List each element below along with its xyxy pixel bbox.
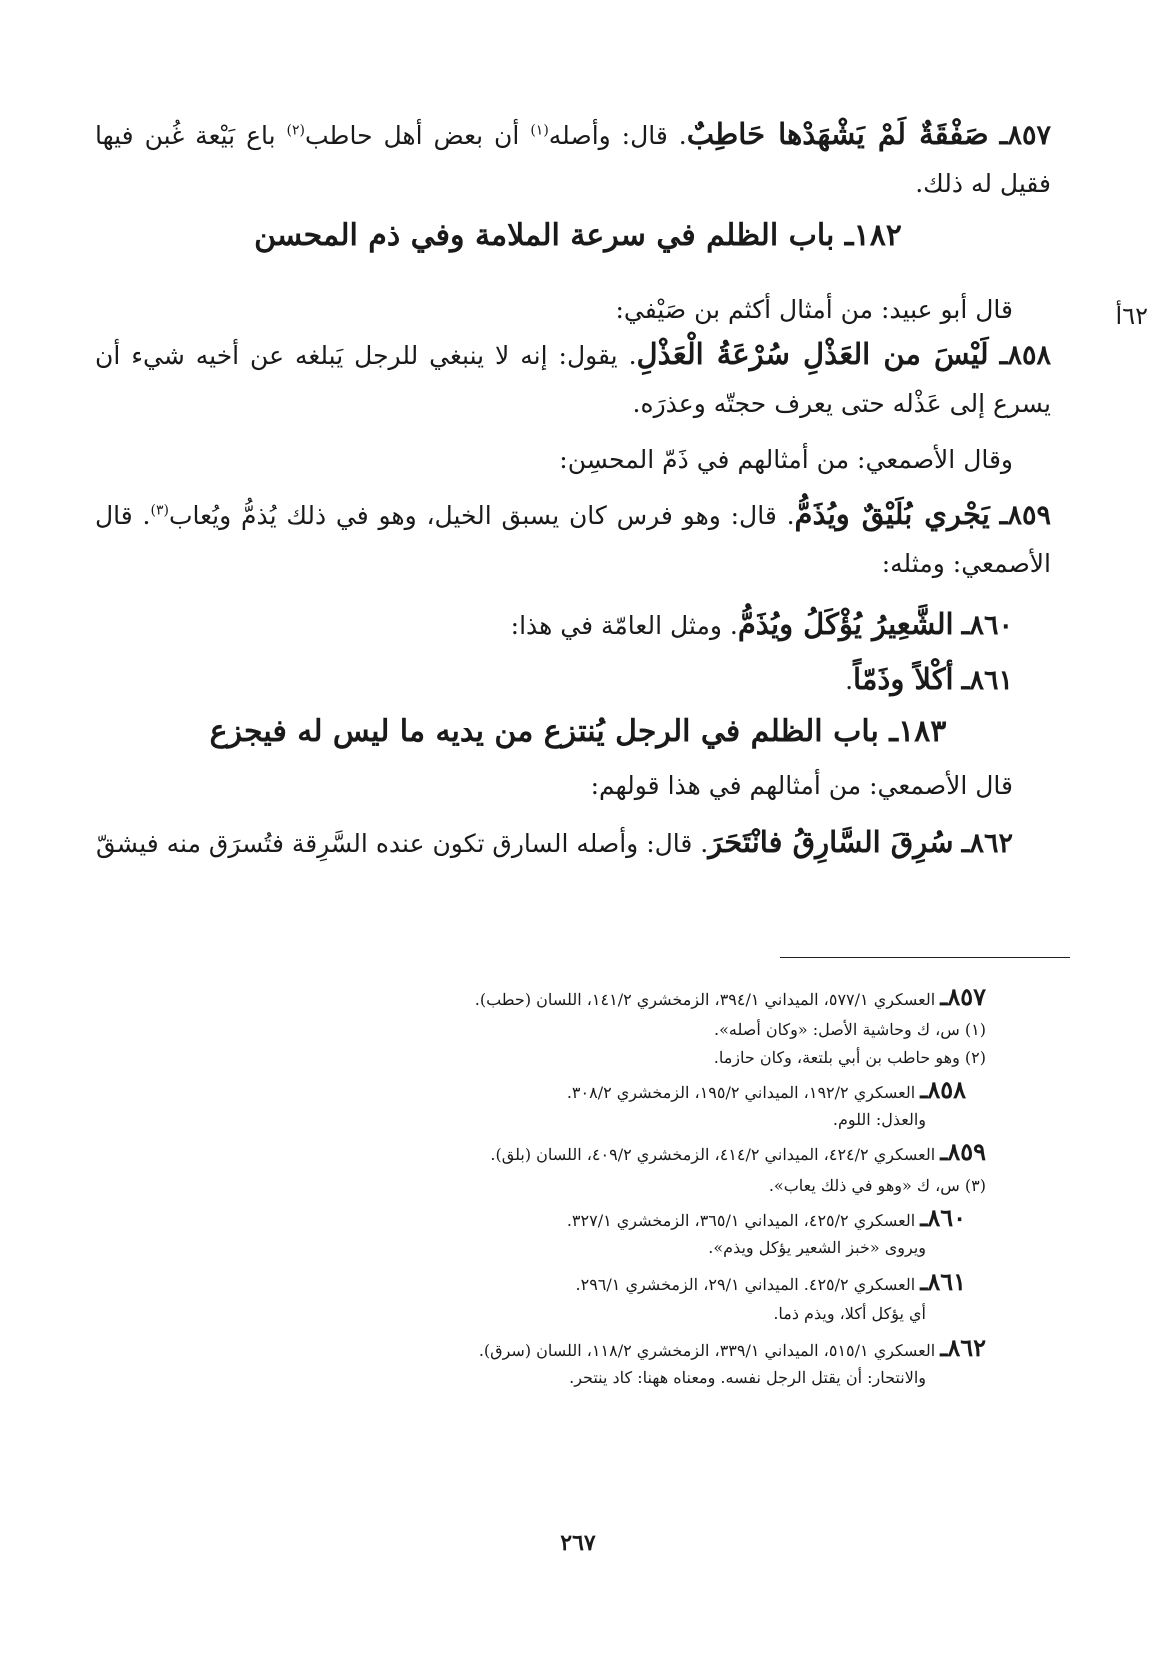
footnote-862: [478, 1333, 986, 1363]
entry-number: ٨٦٠ـ: [961, 610, 1013, 641]
entry-number: ٨٥٨ـ: [999, 340, 1051, 371]
proverb: الشَّعِيرُ يُؤْكَلُ ويُذَمُّ: [737, 607, 954, 641]
intro-abu-ubaid: قال أبو عبيد: من أمثال أكثم بن صَيْفي:: [615, 295, 1013, 324]
footnote-number: ٨٥٩ـ: [940, 1137, 986, 1166]
chapter-heading-183: ١٨٣ـ باب الظلم في الرجل يُنتزع من يديه ما ليس له فيجزع: [209, 714, 947, 749]
entry-858: [95, 330, 1051, 428]
entry-number: ٨٥٩ـ: [999, 500, 1051, 531]
entry-862: [95, 818, 1051, 868]
footnote-857: [474, 982, 986, 1012]
proverb: لَيْسَ من العَذْلِ سُرْعَةُ الْعَذْلِ: [636, 337, 989, 371]
entry-number: ٨٥٧ـ: [999, 120, 1052, 151]
entry-number: ٨٦١ـ: [961, 665, 1013, 696]
proverb: أكْلاً وذَمّاً: [853, 662, 954, 696]
proverb: صَفْقَةٌ لَمْ يَشْهَدْها حَاطِبٌ: [686, 117, 989, 151]
entry-861: [95, 655, 1051, 705]
footnote-ref: (٢): [286, 122, 305, 139]
footnote-858-note: والعذل: اللوم.: [832, 1110, 926, 1129]
footnote-ref: (١): [530, 122, 549, 139]
entry-857: [95, 110, 1051, 208]
entry-860: [95, 600, 1051, 650]
chapter-heading-182: ١٨٢ـ باب الظلم في سرعة الملامة وفي ذم المحسن: [254, 218, 902, 253]
footnote-number: ٨٦١ـ: [920, 1267, 966, 1296]
entry-859: [95, 490, 1051, 588]
footnote-2: (٢) وهو حاطب بن أبي بلتعة، وكان حازما.: [713, 1048, 986, 1067]
footnote-text: العسكري ١٩٢/٢، الميداني ١٩٥/٢، الزمخشري ٣٠٨/٢.: [566, 1083, 916, 1102]
footnote-text: العسكري ٥٧٧/١، الميداني ٣٩٤/١، الزمخشري ١٤١/٢، اللسان (حطب).: [474, 990, 936, 1009]
footnote-text: العسكري ٤٢٥/٢. الميداني ٢٩/١، الزمخشري ٢٩٦/١.: [575, 1275, 916, 1294]
footnote-number: ٨٦٠ـ: [920, 1203, 966, 1232]
manuscript-folio-note: ٦٢أ: [1115, 302, 1148, 330]
proverb: يَجْري بُلَيْقٌ ويُذَمُّ: [794, 497, 990, 531]
entry-text: . قال الأصمعي: ومثله:: [95, 501, 1051, 578]
footnote-text: العسكري ٤٢٤/٢، الميداني ٤١٤/٢، الزمخشري ٤٠٩/٢، اللسان (بلق).: [490, 1145, 936, 1164]
entry-text: أن بعض أهل حاطب: [305, 121, 531, 150]
entry-text: . يقول: إنه لا ينبغي للرجل يَبلغه عن أخيه شيء أن يسرع إلى عَذْله حتى يعرف حجتّه وعذرَه.: [95, 341, 1051, 418]
footnote-text: العسكري ٤٢٥/٢، الميداني ٣٦٥/١، الزمخشري ٣٢٧/١.: [566, 1211, 916, 1230]
footnote-1: (١) س، ك وحاشية الأصل: «وكان أصله».: [714, 1020, 986, 1039]
entry-number: ٨٦٢ـ: [961, 828, 1013, 859]
footnote-858: [566, 1075, 966, 1105]
intro-asmai-2: قال الأصمعي: من أمثالهم في هذا قولهم:: [590, 771, 1013, 800]
footnote-861: [575, 1267, 967, 1297]
footnote-text: العسكري ٥١٥/١، الميداني ٣٣٩/١، الزمخشري ١١٨/٢، اللسان (سرق).: [478, 1341, 936, 1360]
entry-text: . قال: وأصله السارق تكون عنده السَّرِقة فتُسرَق منه فيشقّ: [96, 829, 709, 858]
entry-text: . قال: وهو فرس كان يسبق الخيل، وهو في ذلك يُذمُّ ويُعاب: [168, 501, 795, 530]
footnote-number: ٨٥٨ـ: [920, 1075, 966, 1104]
footnote-separator: [780, 957, 1070, 958]
proverb: سُرِقَ السَّارِقُ فانْتَحَرَ: [708, 825, 954, 859]
footnote-861-note: أي يؤكل أكلا، ويذم ذما.: [773, 1304, 926, 1323]
entry-text: . ومثل العامّة في هذا:: [510, 611, 738, 640]
footnote-862-note: والانتحار: أن يقتل الرجل نفسه. ومعناه ههنا: كاد ينتحر.: [569, 1368, 926, 1387]
entry-text: . قال: وأصله: [548, 121, 687, 150]
page-number: ٢٦٧: [560, 1530, 596, 1556]
entry-text: باع بَيْعة غُبن فيها فقيل له ذلك.: [95, 121, 1051, 198]
footnote-860: [566, 1203, 966, 1233]
footnote-3: (٣) س، ك «وهو في ذلك يعاب».: [768, 1176, 986, 1195]
footnote-number: ٨٥٧ـ: [940, 982, 986, 1011]
footnote-859: [490, 1137, 986, 1167]
footnote-number: ٨٦٢ـ: [940, 1333, 986, 1362]
intro-asmai-1: وقال الأصمعي: من أمثالهم في ذَمّ المحسِن:: [559, 445, 1013, 474]
footnote-860-note: ويروى «خبز الشعير يؤكل ويذم».: [708, 1238, 926, 1257]
footnote-ref: (٣): [150, 502, 169, 519]
entry-text: .: [845, 666, 854, 695]
